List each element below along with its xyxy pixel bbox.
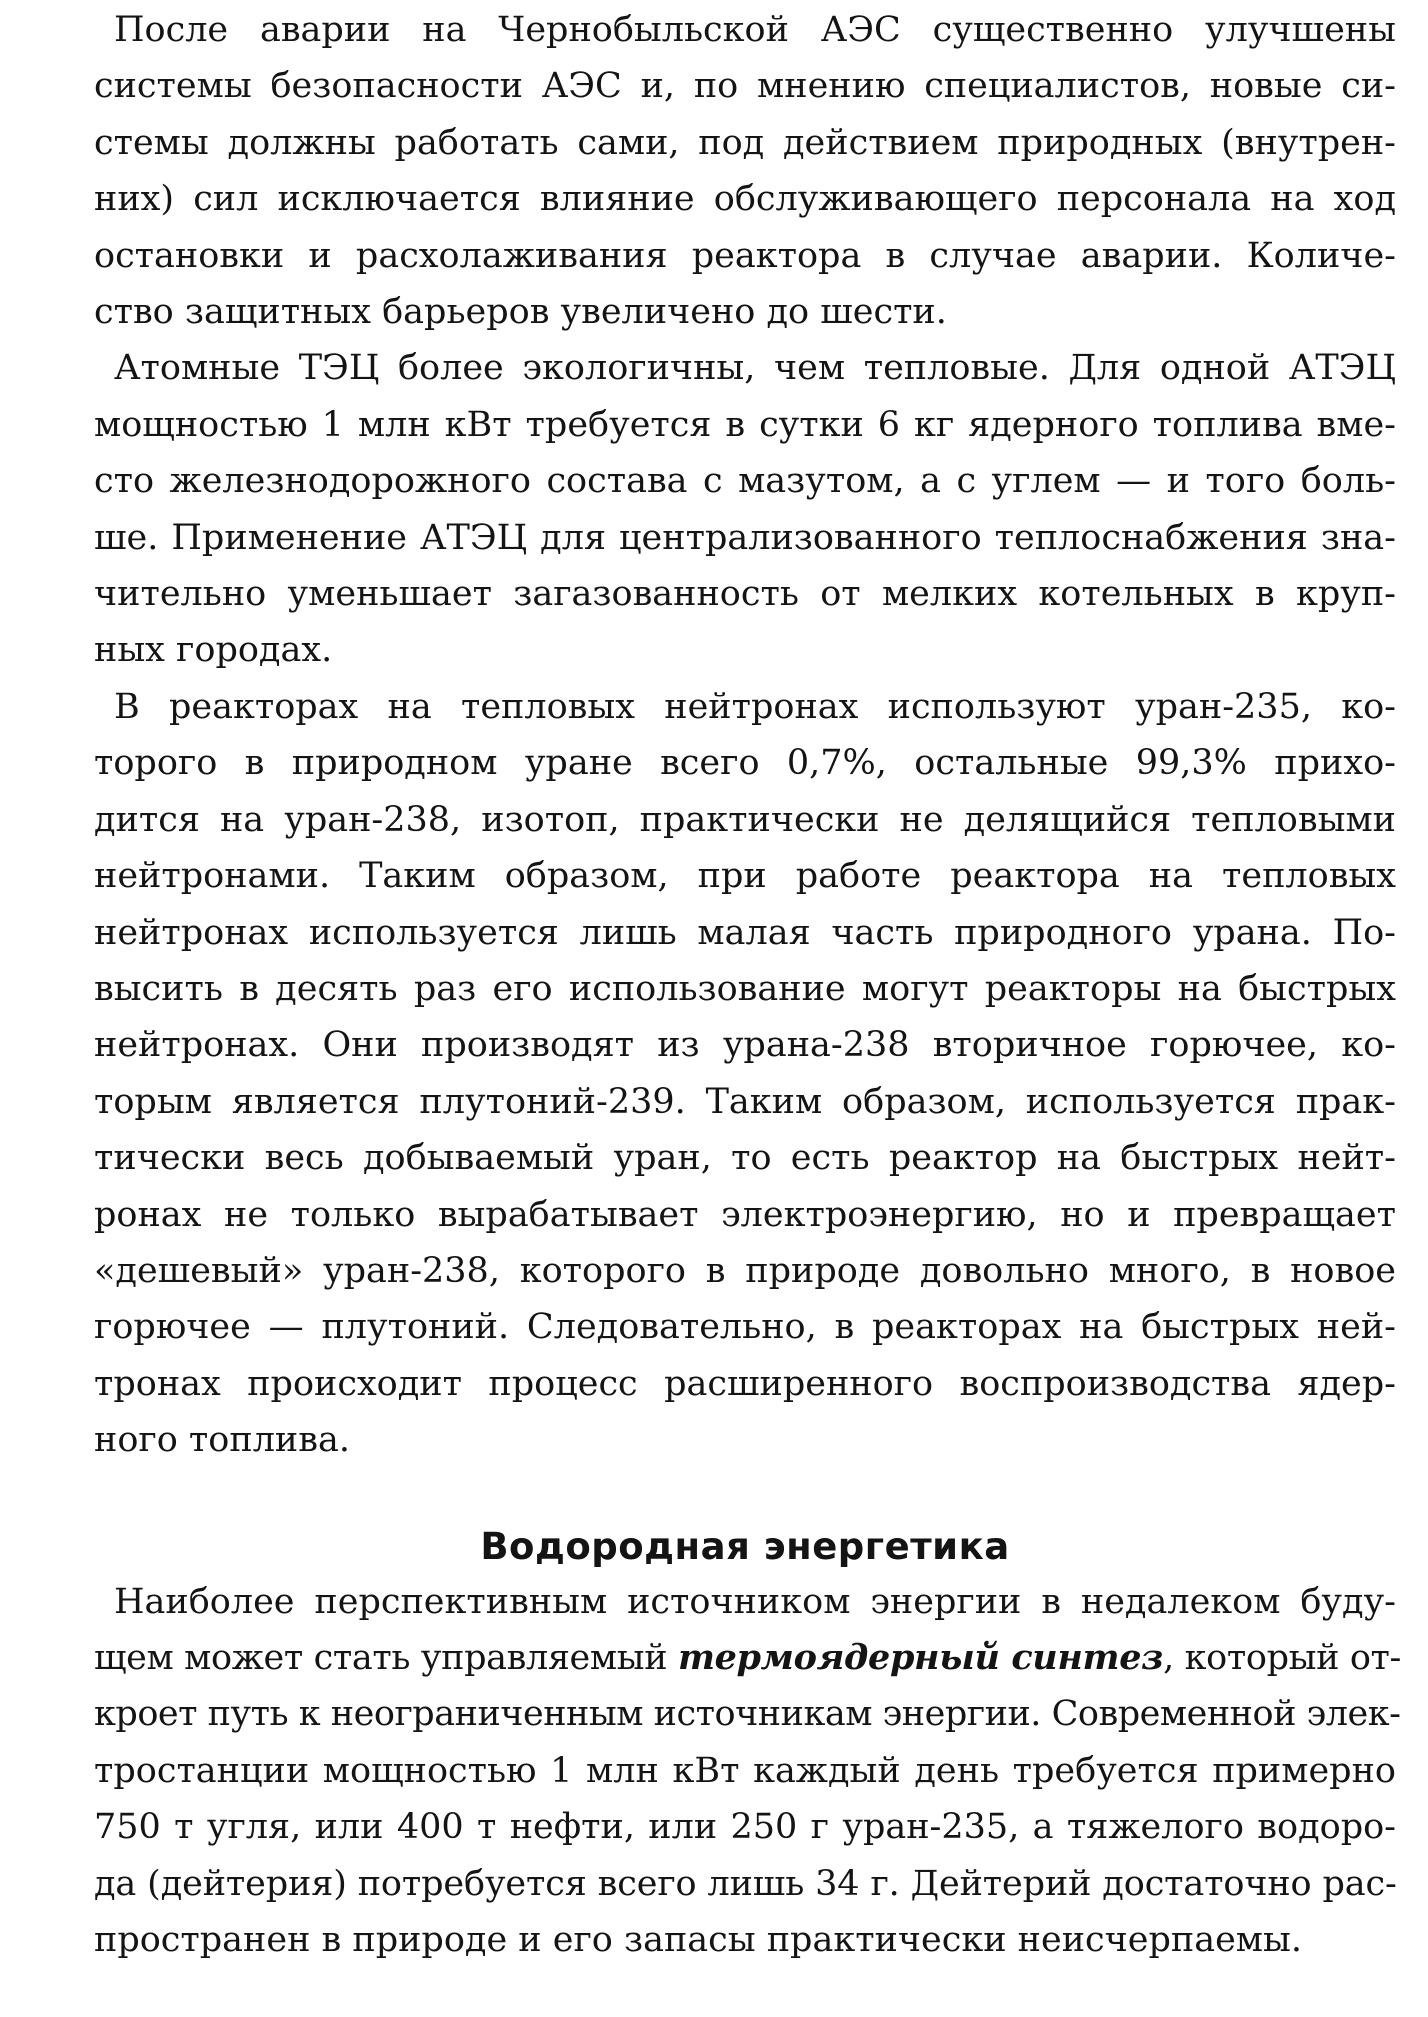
paragraph-4 (94, 1574, 1402, 1969)
text-line: стемы должны работать сами, под действием природных (внутрен- (94, 122, 1396, 163)
text-line: ных городах. (94, 630, 333, 671)
text-line: тически весь добываемый уран, то есть реактор на быстрых нейт- (94, 1138, 1396, 1179)
text-line (94, 1630, 1402, 1686)
paragraph-1 (94, 2, 1396, 340)
text-line: них) сил исключается влияние обслуживающего персонала на ход (94, 179, 1396, 220)
text-line: кроет путь к неограниченным источникам энергии. Современной элек- (94, 1694, 1401, 1735)
document-page (94, 0, 1402, 2017)
text-line: ронах не только вырабатывает электроэнергию, но и превращает (94, 1194, 1396, 1235)
text-line: да (дейтерия) потребуется всего лишь 34 г. Дейтерий достаточно рас- (94, 1863, 1397, 1904)
text-line: чительно уменьшает загазованность от мелких котельных в круп- (94, 574, 1396, 615)
text-line: нейтронах используется лишь малая часть природного урана. По- (94, 912, 1396, 953)
text-run: щем может стать управляемый (94, 1637, 678, 1678)
text-line: Атомные ТЭЦ более экологичны, чем тепловые. Для одной АТЭЦ (114, 348, 1396, 389)
text-line: тростанции мощностью 1 млн кВт каждый день требуется примерно (94, 1750, 1396, 1791)
text-line: сто железнодорожного состава с мазутом, а с углем — и того боль- (94, 461, 1396, 502)
emphasized-term: термоядерный синтез (677, 1636, 1164, 1678)
text-line: После аварии на Чернобыльской АЭС существенно улучшены (114, 10, 1396, 50)
text-line: ство защитных барьеров увеличено до шести. (94, 292, 947, 333)
paragraph-3 (94, 679, 1396, 1469)
text-line: дится на уран-238, изотоп, практически не делящийся тепловыми (94, 799, 1396, 840)
text-line: мощностью 1 млн кВт требуется в сутки 6 кг ядерного топлива вме- (94, 404, 1396, 445)
text-line: торого в природном уране всего 0,7%, остальные 99,3% прихо- (94, 743, 1396, 784)
text-line: торым является плутоний-239. Таким образом, используется прак- (94, 1081, 1396, 1122)
text-line: нейтронах. Они производят из урана-238 вторичное горючее, ко- (94, 1025, 1396, 1066)
text-line: Наиболее перспективным источником энергии в недалеком буду- (114, 1581, 1396, 1622)
text-line: «дешевый» уран-238, которого в природе довольно много, в новое (94, 1250, 1396, 1291)
paragraph-2 (94, 340, 1396, 678)
text-line: В реакторах на тепловых нейтронах используют уран-235, ко- (114, 686, 1396, 727)
text-line: горючее — плутоний. Следовательно, в реакторах на быстрых ней- (94, 1307, 1396, 1348)
text-line: ше. Применение АТЭЦ для централизованного теплоснабжения зна- (94, 517, 1396, 558)
text-line: остановки и расхолаживания реактора в случае аварии. Количе- (94, 235, 1396, 276)
text-line: ного топлива. (94, 1420, 350, 1461)
text-line: пространен в природе и его запасы практически неисчерпаемы. (94, 1920, 1303, 1960)
text-run: , который от- (1163, 1637, 1402, 1678)
section-gap (94, 1469, 1396, 1525)
section-heading: Водородная энергетика (480, 1524, 1010, 1568)
text-line: нейтронами. Таким образом, при работе реактора на тепловых (94, 856, 1396, 897)
text-line: 750 т угля, или 400 т нефти, или 250 г уран-235, а тяжелого водоро- (94, 1807, 1396, 1848)
text-line: системы безопасности АЭС и, по мнению специалистов, новые си- (94, 66, 1396, 107)
text-line: высить в десять раз его использование могут реакторы на быстрых (94, 968, 1396, 1009)
text-line: тронах происходит процесс расширенного воспроизводства ядер- (94, 1363, 1396, 1404)
